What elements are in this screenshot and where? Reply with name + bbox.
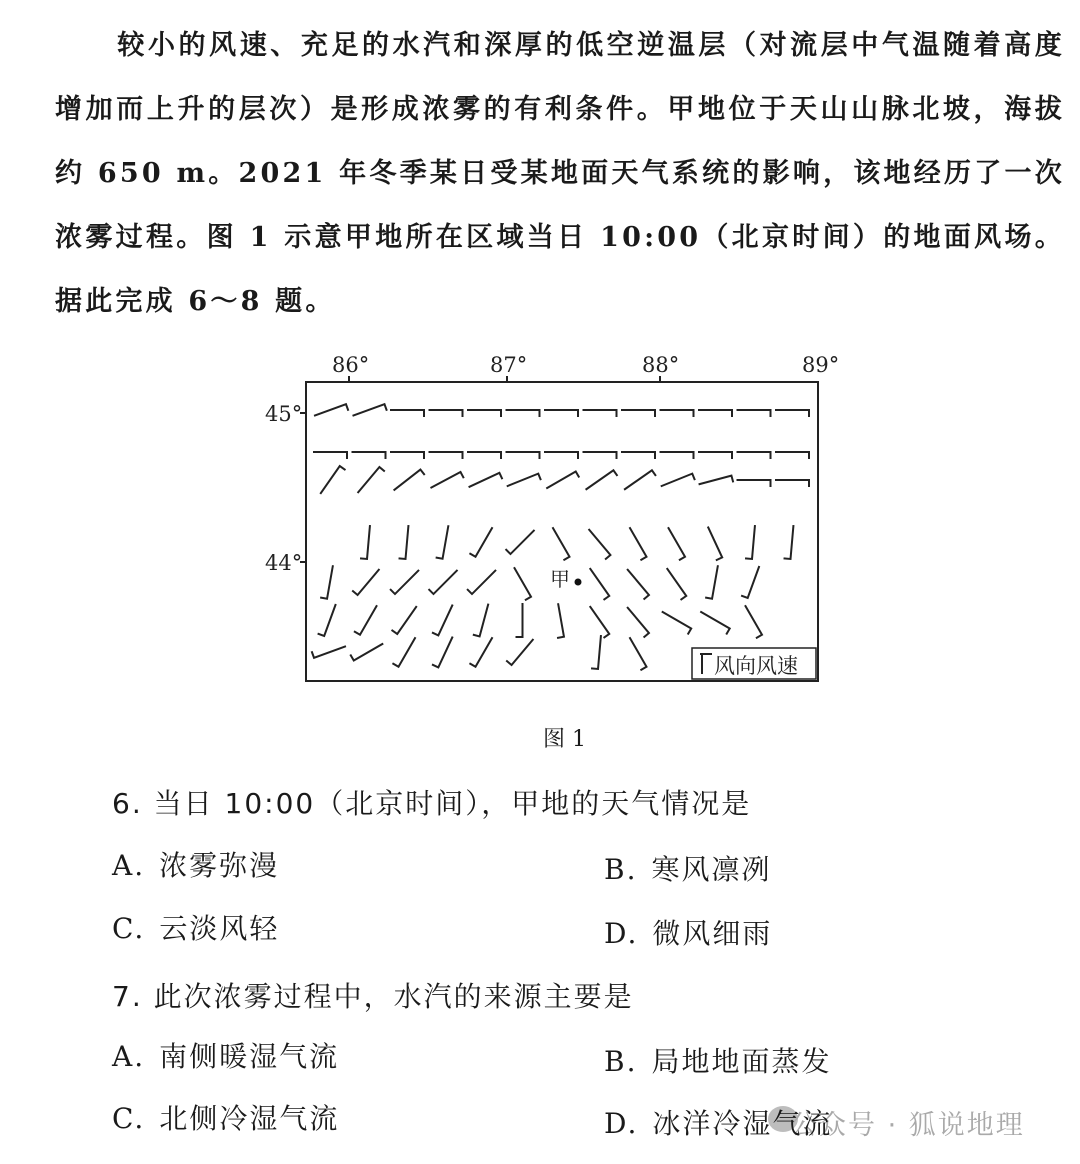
wind-barb	[514, 567, 531, 600]
wind-barb	[360, 525, 370, 559]
figure-caption: 图 1	[543, 727, 586, 752]
wind-barb	[668, 527, 685, 560]
wind-barb	[320, 565, 333, 598]
lat-label-45: 45°	[265, 402, 303, 426]
wind-barb	[660, 452, 694, 459]
wind-barb	[390, 452, 424, 459]
option-text: 微风细雨	[652, 917, 773, 950]
option-text: 云淡风轻	[159, 912, 280, 945]
option-text: 南侧暖湿气流	[159, 1040, 340, 1073]
lon-label-88: 88°	[642, 353, 680, 377]
wind-barb	[737, 410, 771, 417]
wind-barb	[630, 527, 647, 560]
lon-label-89: 89°	[802, 353, 840, 377]
legend-label: 风向风速	[714, 654, 798, 678]
wind-barb	[741, 566, 759, 598]
option-text: 冰洋冷湿气流	[652, 1107, 833, 1140]
wind-barb	[467, 452, 501, 459]
lon-label-86: 86°	[332, 353, 370, 377]
wind-barb	[506, 452, 540, 459]
wind-barb	[586, 470, 618, 490]
wind-barb	[775, 452, 809, 459]
q6-option-a[interactable]	[112, 844, 279, 884]
wind-barb	[313, 452, 347, 459]
wind-barb	[473, 604, 489, 637]
wind-barb	[630, 637, 647, 670]
wind-barb	[589, 529, 611, 560]
wind-barb	[394, 470, 425, 491]
wind-barb	[708, 527, 722, 561]
lon-label-87: 87°	[490, 353, 528, 377]
option-letter: D.	[604, 917, 639, 950]
wind-barb	[591, 635, 601, 669]
wind-barb	[506, 410, 540, 417]
wind-barb	[627, 607, 649, 638]
option-letter: B.	[604, 853, 638, 886]
wind-barb	[627, 569, 649, 600]
wind-barb	[469, 527, 492, 556]
wind-barb	[784, 525, 794, 559]
wind-barb	[553, 527, 570, 560]
wind-barb	[745, 525, 755, 559]
wind-barb	[429, 410, 463, 417]
wind-barb	[467, 570, 496, 594]
wind-barb	[775, 480, 809, 487]
place-label-jia: 甲	[550, 567, 570, 591]
wind-barb	[436, 525, 449, 558]
wind-barb	[516, 603, 523, 637]
wind-barb	[662, 612, 691, 635]
option-letter: C.	[112, 1102, 146, 1135]
wind-barb	[667, 568, 687, 600]
wind-barb	[350, 644, 383, 661]
intro-text: 较小的风速、充足的水汽和深厚的低空逆温层（对流层中气温随着高度增加而上升的层次）是形成浓雾的有利条件。甲地位于天山山脉北坡，海拔约 650 m。2021 年冬季某日受某地面天气系统的影响，该地经历了一次浓雾过程。图 1 示意甲地所在区域当日 10:00（北京时间）的地面风场。据此完成 6～8 题。	[55, 30, 1065, 317]
wind-barb	[430, 472, 463, 488]
option-text: 局地地面蒸发	[651, 1045, 832, 1078]
option-text: 北侧冷湿气流	[159, 1102, 340, 1135]
q7-option-d[interactable]	[604, 1102, 832, 1142]
lat-label-44: 44°	[265, 551, 303, 575]
wind-barb	[775, 410, 809, 417]
wind-barb	[390, 570, 419, 594]
option-text: 浓雾弥漫	[159, 849, 280, 882]
wind-barb	[583, 452, 617, 459]
wind-barb	[392, 637, 415, 666]
wind-barb	[700, 612, 729, 635]
wind-barb	[507, 474, 541, 487]
wind-barb	[318, 604, 336, 636]
wind-barb	[390, 410, 424, 417]
wind-barb	[429, 570, 458, 594]
wind-barb	[544, 410, 578, 417]
wind-barb	[737, 480, 771, 487]
wind-barb	[705, 565, 718, 598]
wind-barb	[590, 606, 610, 638]
wind-barb	[469, 473, 503, 487]
wind-barb	[506, 639, 533, 665]
wind-barb	[621, 452, 655, 459]
wind-barb	[432, 605, 453, 636]
wind-barb	[583, 410, 617, 417]
q6-option-c[interactable]	[112, 907, 279, 947]
wind-barb	[698, 452, 732, 459]
option-letter: A.	[112, 849, 146, 882]
wind-barb	[698, 410, 732, 417]
place-marker-jia	[575, 579, 582, 586]
q7-option-b[interactable]	[604, 1040, 832, 1080]
wind-barb	[544, 452, 578, 459]
wind-barb	[353, 404, 387, 416]
wind-barb	[320, 466, 345, 494]
option-letter: C.	[112, 912, 146, 945]
option-letter: D.	[604, 1107, 639, 1140]
wind-barb	[312, 646, 346, 658]
wind-barb	[432, 637, 453, 668]
q6-option-b[interactable]	[604, 848, 772, 888]
wind-barb	[624, 470, 656, 490]
wind-barb	[699, 476, 734, 485]
question-6-stem: 6. 当日 10:00（北京时间），甲地的天气情况是	[112, 787, 752, 820]
wind-barb	[546, 472, 579, 489]
wind-barb	[352, 452, 386, 459]
q7-option-a[interactable]	[112, 1035, 339, 1075]
option-letter: A.	[112, 1040, 146, 1073]
option-text: 寒风凛冽	[651, 853, 772, 886]
wind-barb	[429, 452, 463, 459]
wind-barb	[621, 410, 655, 417]
wind-barb	[467, 410, 501, 417]
wind-barb	[661, 474, 695, 487]
wind-barb	[506, 530, 535, 554]
wind-barb	[392, 606, 417, 634]
wind-barb	[737, 452, 771, 459]
q6-option-d[interactable]	[604, 912, 772, 952]
wind-barb	[352, 569, 379, 595]
q7-option-c[interactable]	[112, 1097, 339, 1137]
wind-barb	[590, 568, 610, 600]
wind-barb	[399, 525, 409, 559]
wind-barb	[358, 467, 385, 493]
option-letter: B.	[604, 1045, 638, 1078]
wind-barb	[557, 603, 564, 638]
wind-barb	[745, 605, 762, 638]
wind-barb	[660, 410, 694, 417]
wind-barb	[354, 605, 377, 634]
watermark: 公众号 · 狐说地理	[790, 1110, 1025, 1141]
question-7-stem: 7. 此次浓雾过程中，水汽的来源主要是	[112, 980, 634, 1013]
wind-barb	[314, 404, 348, 416]
wind-barb	[469, 637, 492, 666]
